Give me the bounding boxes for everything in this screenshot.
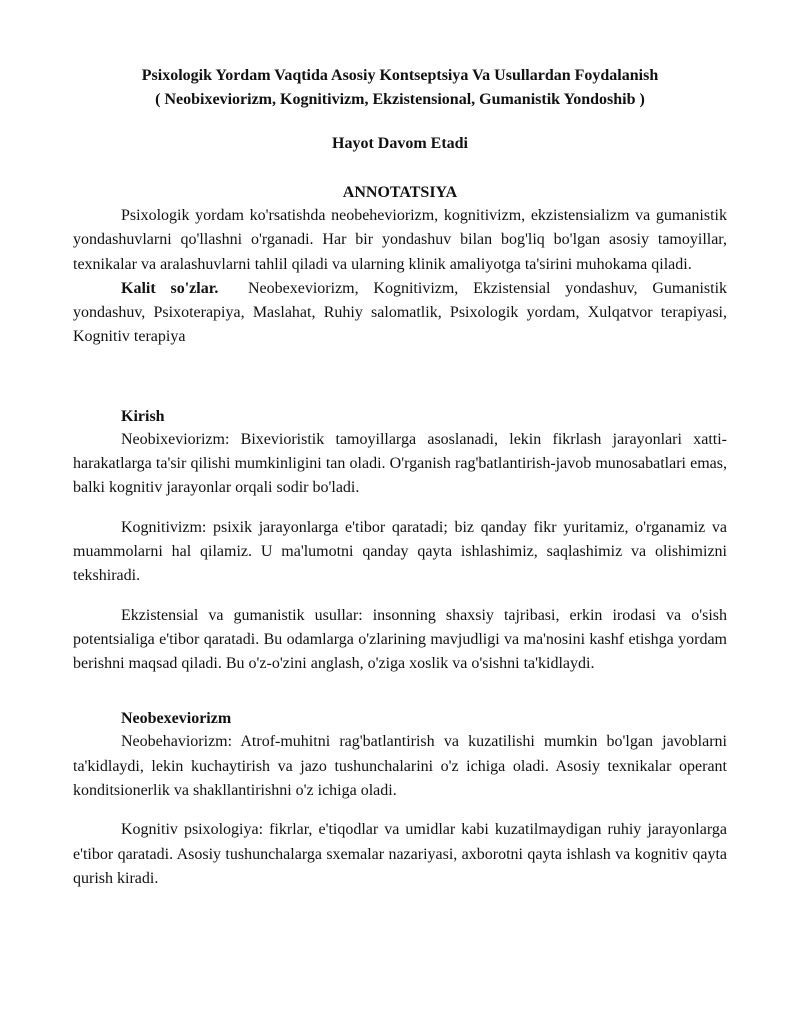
annotation-heading: ANNOTATSIYA <box>342 184 458 201</box>
keywords-label: Kalit so'zlar. <box>121 279 219 297</box>
title-line-1: Psixologik Yordam Vaqtida Asosiy Kontseptsiya Va Usullardan Foydalanish <box>141 67 659 84</box>
spacer <box>73 589 727 604</box>
annotation-paragraph: Psixologik yordam ko'rsatishda neobeheviorizm, kognitivizm, ekzistensializm va gumanistik yondashuvlarni qo'llashni o'rganadi. Har bir yondashuv bilan bog'liq bo'lgan asosiy tamoyillar, texnikalar va aralashuvlarni tahlil qiladi va ularning klinik amaliyotga ta'sirini muhokama qiladi. <box>73 207 727 273</box>
document-title <box>73 64 727 112</box>
spacer <box>73 803 727 818</box>
neobehaviorism-paragraph: Kognitiv psixologiya: fikrlar, e'tiqodlar va umidlar kabi kuzatilmaydigan ruhiy jarayonlarga e'tibor qaratadi. Asosiy tushunchalarga sxemalar nazariyasi, axborotni qayta ishlash va kognitiv qayta qurish kiradi. <box>73 821 727 887</box>
intro-paragraph: Kognitivizm: psixik jarayonlarga e'tibor qaratadi; biz qanday fikr yuritamiz, o'rganamiz va muammolarni hal qilamiz. U ma'lumotni qanday qayta ishlashimiz, saqlashimiz va olishimizni tekshiradi. <box>73 518 727 585</box>
neobehaviorism-paragraph: Neobehaviorizm: Atrof-muhitni rag'batlantirish va kuzatilishi mumkin bo'lgan javoblarni ta'kidlaydi, lekin kuchaytirish va jazo tushunchalarini o'z ichiga oladi. Asosiy texnikalar operant konditsionerlik va shakllantirishni o'z ichiga oladi. <box>73 733 727 800</box>
spacer <box>73 501 727 516</box>
title-line-2: ( Neobixeviorizm, Kognitivizm, Ekzistensional, Gumanistik Yondoshib ) <box>155 91 645 108</box>
document-subtitle: Hayot Davom Etadi <box>332 135 468 152</box>
intro-paragraph: Ekzistensial va gumanistik usullar: insonning shaxsiy tajribasi, erkin irodasi va o'sish potentsialiga e'tibor qaratadi. Bu odamlarga o'zlarining mavjudligi va ma'nosini kashf etishga yordam berishni maqsad qiladi. Bu o'z-o'zini anglash, o'ziga xoslik va o'sishni ta'kidlaydi. <box>73 606 727 673</box>
intro-paragraph: Neobixeviorizm: Bixevioristik tamoyillarga asoslanadi, lekin fikrlash jarayonlari xatti-harakatlarga ta'sir qilishi mumkinligini tan oladi. O'rganish rag'batlantirish-javob munosabatlari emas, balki kognitiv jarayonlar orqali sodir bo'ladi. <box>73 430 727 497</box>
neobehaviorism-heading: Neobexeviorizm <box>121 710 232 728</box>
intro-heading: Kirish <box>121 407 165 425</box>
spacer <box>73 676 727 708</box>
keywords-paragraph <box>73 277 727 350</box>
document-page <box>73 64 727 891</box>
keywords-text: Neobexeviorizm, Kognitivizm, Ekzistensial yondashuv, Gumanistik yondashuv, Psixoterapiya, Maslahat, Ruhiy salomatlik, Psixologik yordam, Xulqatvor terapiyasi, Kognitiv terapiya <box>73 279 728 346</box>
spacer <box>73 350 727 406</box>
